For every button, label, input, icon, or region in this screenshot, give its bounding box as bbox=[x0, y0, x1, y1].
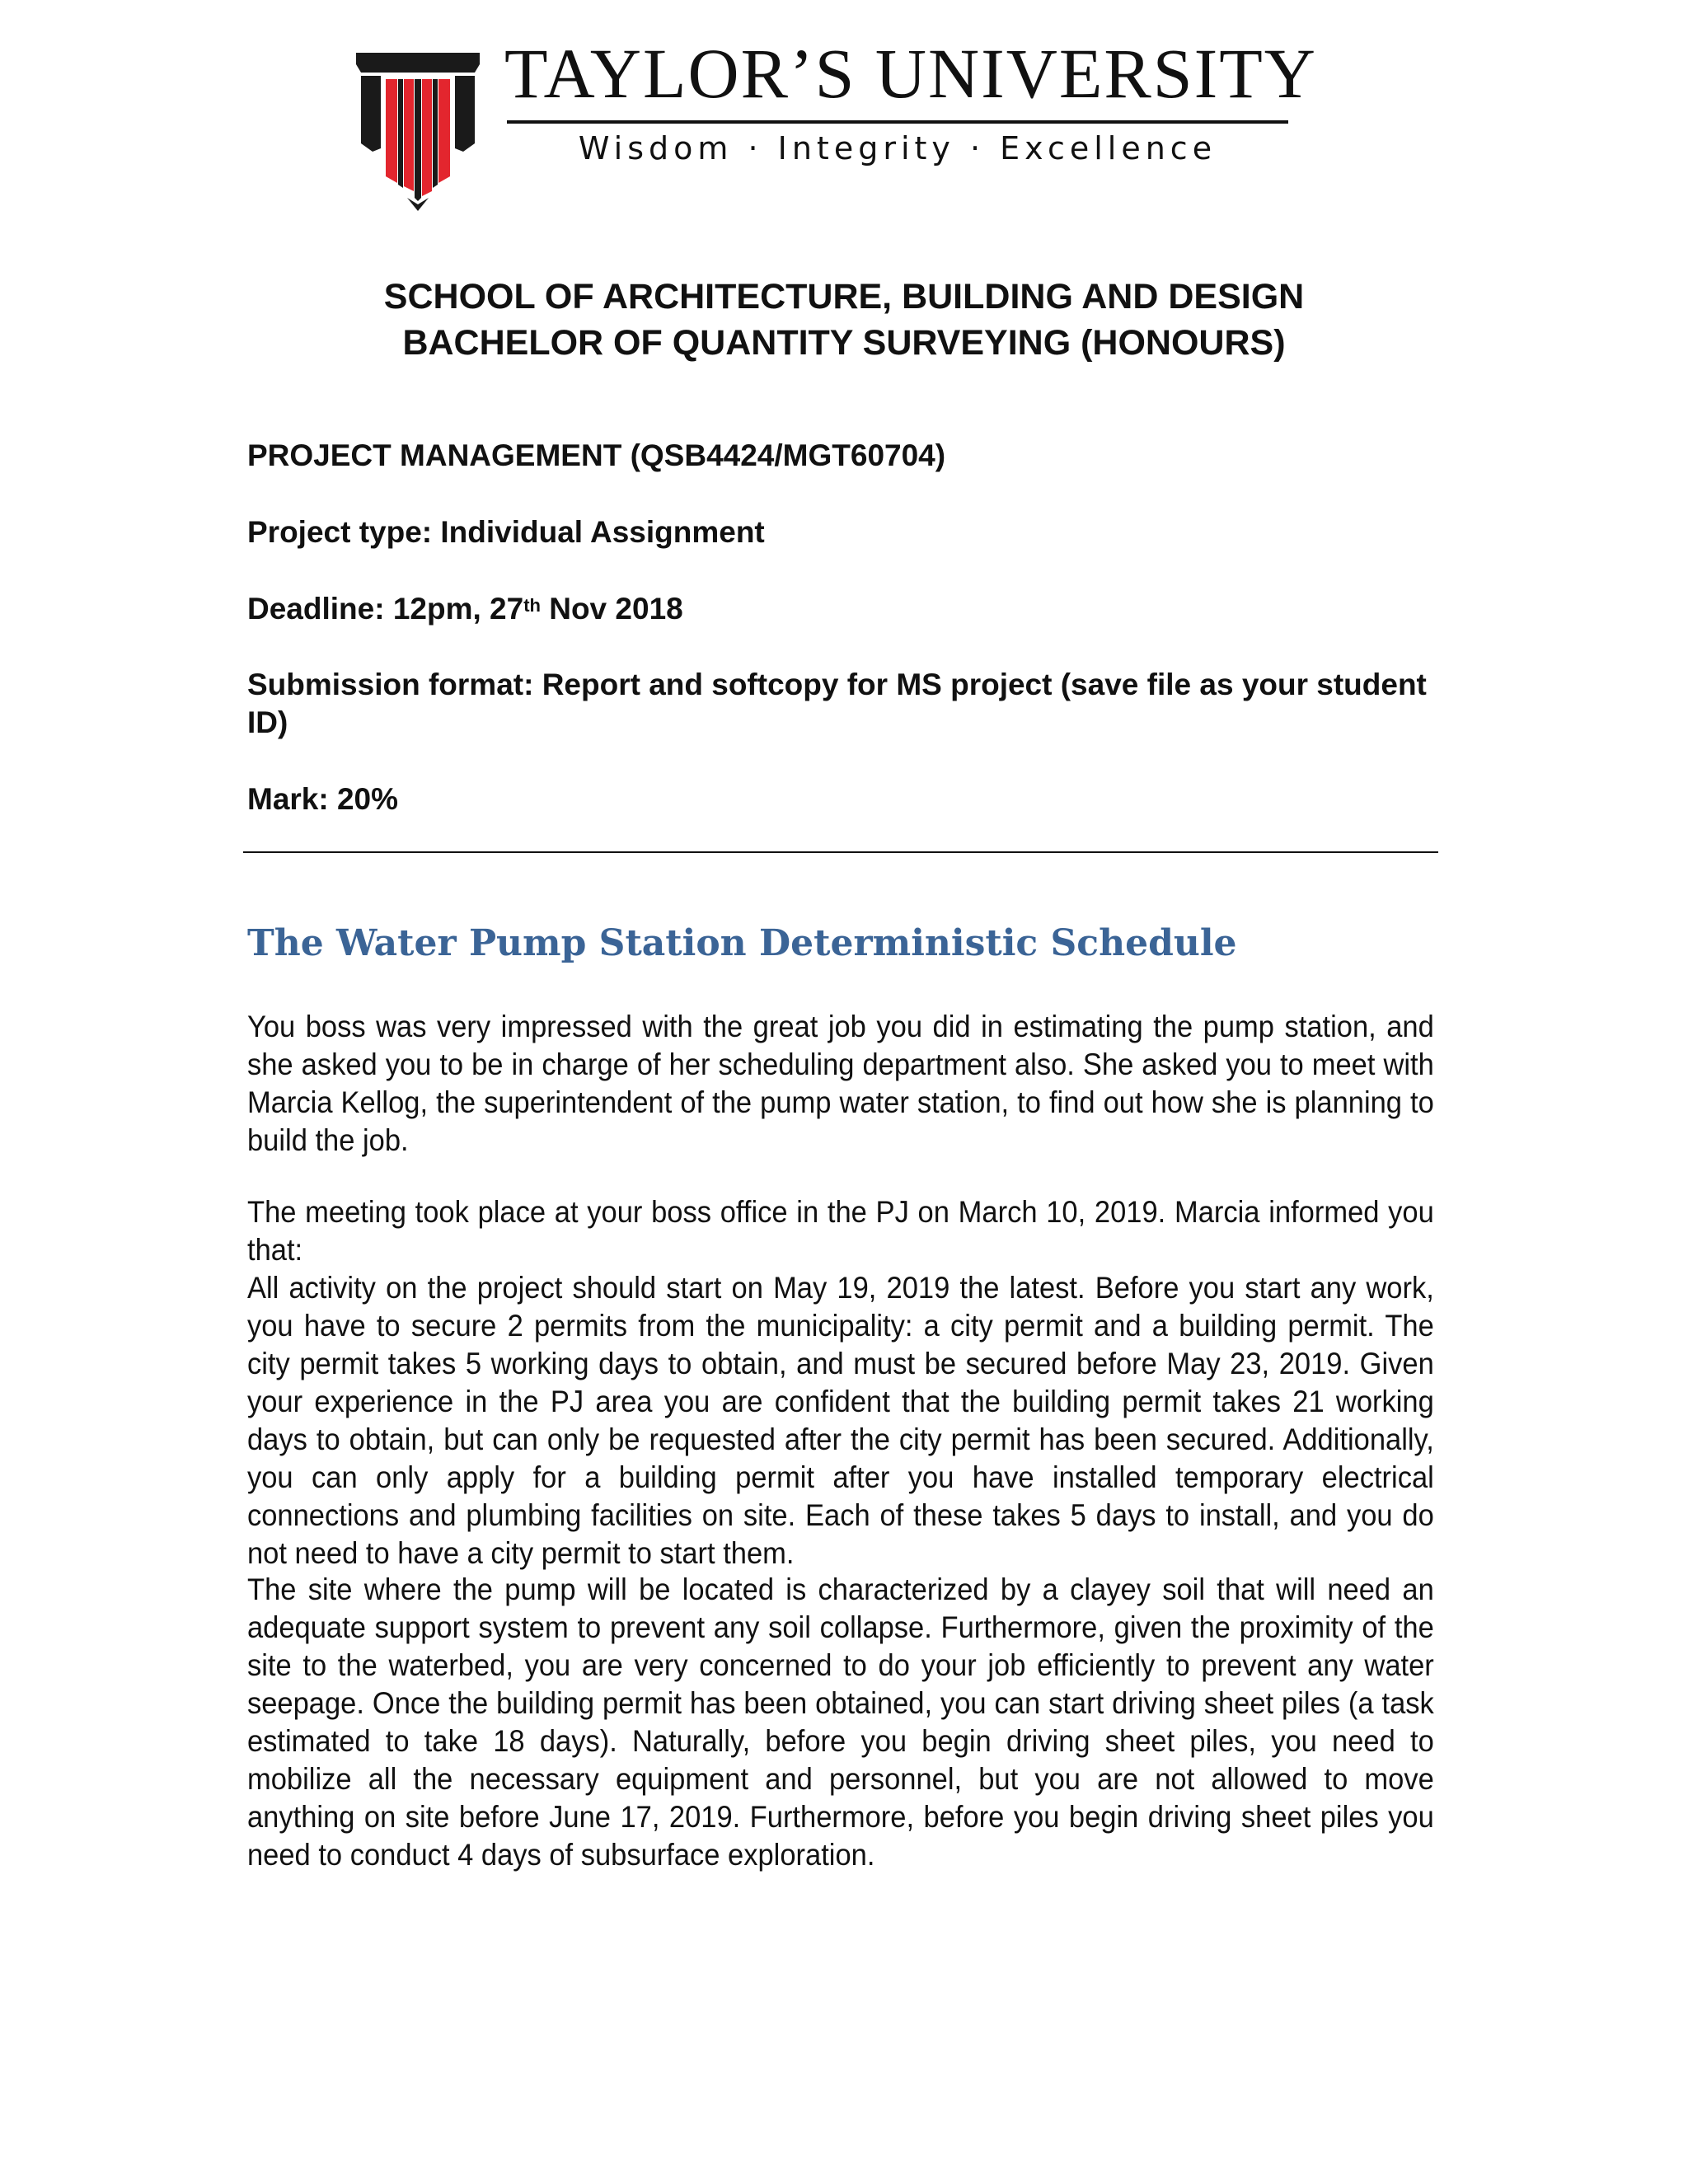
project-type: Project type: Individual Assignment bbox=[247, 515, 765, 549]
deadline bbox=[247, 590, 1451, 628]
logo-top-bar bbox=[356, 53, 480, 73]
university-motto: Wisdom · Integrity · Excellence bbox=[578, 130, 1217, 166]
logo-red-stripe-3 bbox=[422, 79, 432, 196]
paragraph-site: The site where the pump will be located is characterized by a clayey soil that will need an adequate support system to prevent any soil collapse. Furthermore, given the proximity of the site to the waterbed, you are very concerned to do your job efficiently to prevent any water seepage. Once the building permit has been obtained, you can start driving sheet piles (a task estimated to take 18 days). Naturally, before you begin driving sheet piles, you need to mobilize all the necessary equipment and personnel, but you are not allowed to move anything on site before June 17, 2019. Furthermore, before you begin driving sheet piles you need to conduct 4 days of subsurface exploration. bbox=[247, 1572, 1434, 1872]
paragraph-intro: You boss was very impressed with the great job you did in estimating the pump station, and she asked you to be in charge of her scheduling department also. She asked you to meet with Marcia Kellog, the superintendent of the pump water station, to find out how she is planning to build the job. bbox=[247, 1009, 1434, 1157]
mark-weight: Mark: 20% bbox=[247, 782, 399, 816]
deadline-prefix: Deadline: 12pm, 27 bbox=[247, 592, 524, 626]
school-name: SCHOOL OF ARCHITECTURE, BUILDING AND DESIGN bbox=[383, 277, 1305, 316]
university-logo-icon bbox=[356, 53, 480, 211]
deadline-suffix: Nov 2018 bbox=[540, 592, 683, 626]
logo-red-stripe-4 bbox=[438, 79, 450, 183]
deadline-ordinal: th bbox=[523, 595, 541, 616]
degree-name: BACHELOR OF QUANTITY SURVEYING (HONOURS) bbox=[402, 323, 1286, 363]
university-name: TAYLOR’S UNIVERSITY bbox=[504, 34, 1317, 113]
logo-left-column bbox=[361, 76, 381, 152]
letterhead-rule bbox=[507, 120, 1288, 124]
submission-format: Submission format: Report and softcopy for MS project (save file as your student ID) bbox=[247, 668, 1427, 739]
course-title: PROJECT MANAGEMENT (QSB4424/MGT60704) bbox=[247, 438, 946, 472]
section-title: The Water Pump Station Deterministic Schedule bbox=[247, 922, 1237, 964]
logo-black-stripe-1 bbox=[398, 79, 403, 188]
logo-black-stripe-3 bbox=[433, 79, 438, 188]
logo-black-stripe-2 bbox=[415, 79, 421, 201]
logo-right-column bbox=[455, 76, 475, 152]
logo-red-stripe-1 bbox=[386, 79, 397, 183]
paragraph-permits: All activity on the project should start on May 19, 2019 the latest. Before you start any work, you have to secure 2 permits from the municipality: a city permit and a building permit. The city permit takes 5 working days to obtain, and must be secured before May 23, 2019. Given your experience in the PJ area you are confident that the building permit takes 21 working days to obtain, but can only be requested after the city permit has been secured. Additionally, you can only apply for a building permit after you have installed temporary electrical connections and plumbing facilities on site. Each of these takes 5 days to install, and you do not need to have a city permit to start them. bbox=[247, 1270, 1434, 1570]
paragraph-meeting: The meeting took place at your boss office in the PJ on March 10, 2019. Marcia informed you that: bbox=[247, 1194, 1434, 1267]
school-heading bbox=[0, 274, 1688, 366]
logo-red-stripe-2 bbox=[404, 79, 414, 191]
section-divider bbox=[243, 851, 1438, 853]
